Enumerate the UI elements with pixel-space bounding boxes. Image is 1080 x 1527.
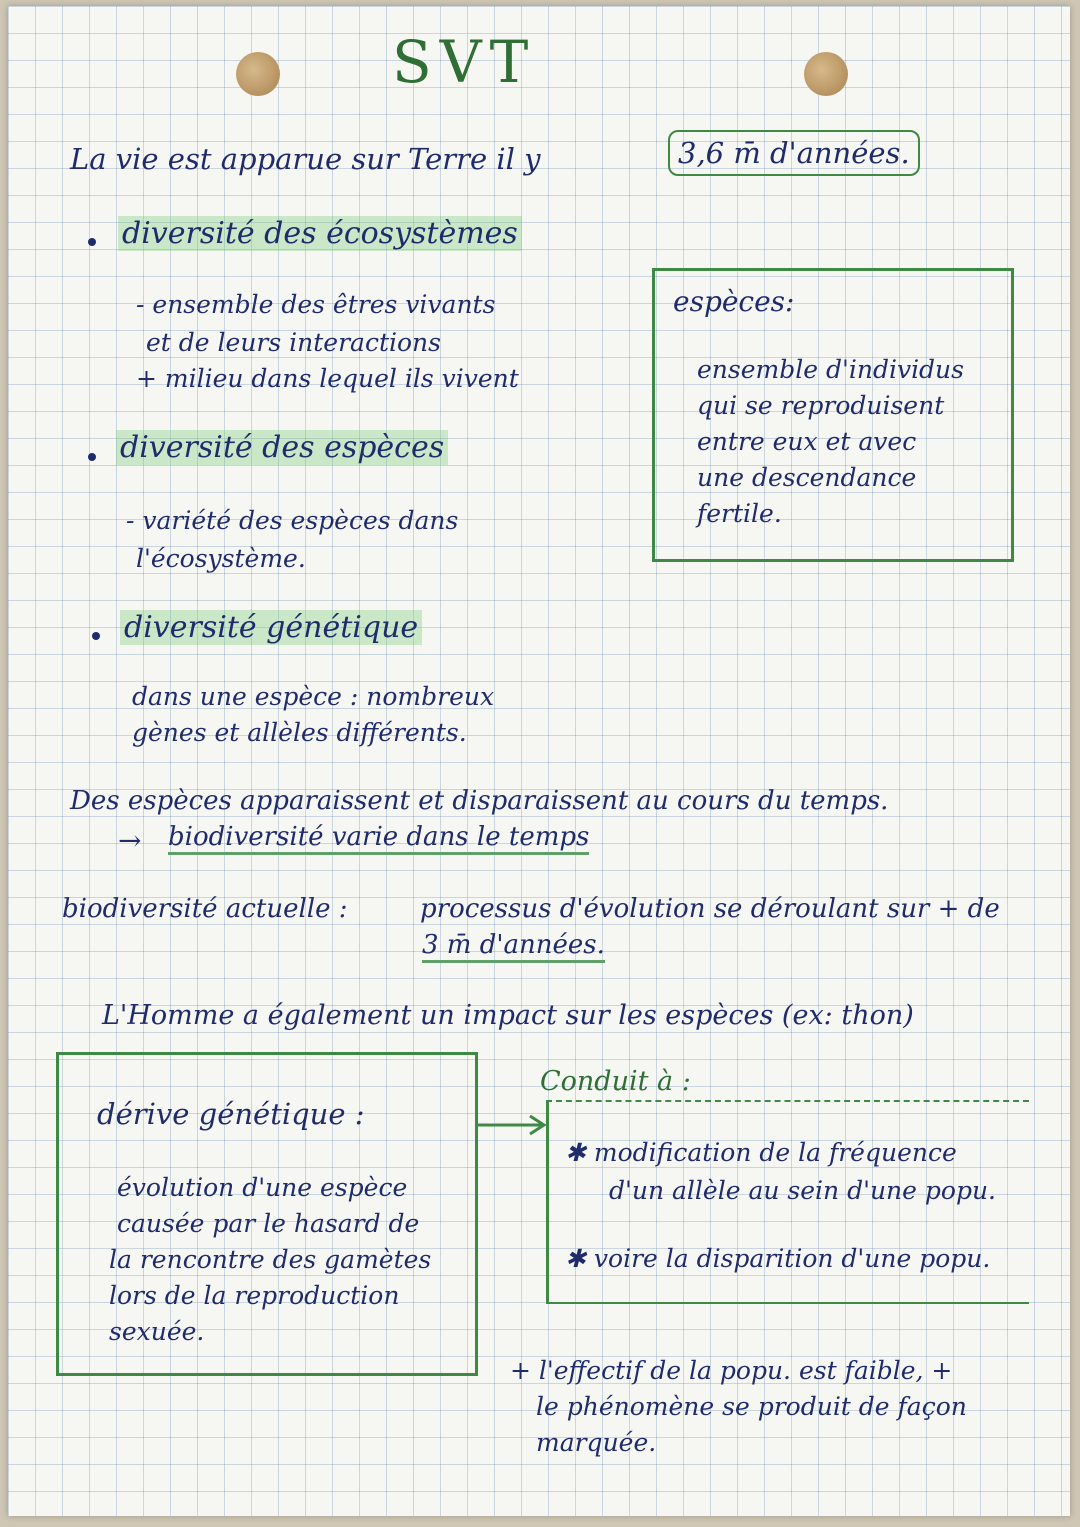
consequence-item: ✱ voire la disparition d'une popu. bbox=[565, 1244, 991, 1273]
genetic-drift-box bbox=[56, 1052, 478, 1376]
ecosystems-line: et de leurs interactions bbox=[146, 328, 441, 357]
footer-line: le phénomène se produit de façon bbox=[536, 1392, 967, 1421]
consequences-bracket bbox=[546, 1100, 1029, 1304]
ecosystems-line: - ensemble des êtres vivants bbox=[136, 290, 496, 319]
binder-hole-right bbox=[804, 52, 848, 96]
bullet bbox=[88, 238, 96, 246]
current-biodiversity-label: biodiversité actuelle : bbox=[62, 894, 348, 924]
human-impact: L'Homme a également un impact sur les espèces (ex: thon) bbox=[102, 1000, 914, 1031]
footer-line: marquée. bbox=[536, 1428, 657, 1457]
species-line: l'écosystème. bbox=[136, 544, 306, 573]
time-line: Des espèces apparaissent et disparaissent au cours du temps. bbox=[70, 786, 889, 816]
page-title: SVT bbox=[392, 28, 537, 96]
intro-text: La vie est apparue sur Terre il y bbox=[70, 142, 541, 176]
current-biodiversity-duration: 3 m̄ d'années. bbox=[422, 930, 605, 963]
current-biodiversity-text: processus d'évolution se déroulant sur + de bbox=[420, 894, 1000, 924]
drift-box-line: évolution d'une espèce bbox=[117, 1173, 408, 1202]
genetic-line: gènes et allèles différents. bbox=[132, 718, 467, 747]
intro-value: 3,6 m̄ d'années. bbox=[668, 130, 920, 176]
bullet bbox=[88, 453, 96, 461]
species-definition-box bbox=[652, 268, 1014, 562]
genetic-line: dans une espèce : nombreux bbox=[132, 682, 495, 711]
drift-box-line: lors de la reproduction bbox=[109, 1281, 400, 1310]
drift-box-title: dérive génétique : bbox=[97, 1097, 365, 1131]
drift-box-line: causée par le hasard de bbox=[117, 1209, 420, 1238]
bullet bbox=[92, 632, 100, 640]
ecosystems-line: + milieu dans lequel ils vivent bbox=[136, 364, 519, 393]
notebook-page bbox=[8, 6, 1070, 1516]
species-heading: diversité des espèces bbox=[116, 430, 448, 465]
leads-to-label: Conduit à : bbox=[540, 1066, 691, 1097]
arrow-icon: → bbox=[118, 824, 142, 857]
genetic-heading: diversité génétique bbox=[120, 610, 422, 645]
consequence-item: ✱ modification de la fréquence bbox=[565, 1138, 957, 1167]
species-box-title: espèces: bbox=[673, 285, 795, 318]
time-conclusion: biodiversité varie dans le temps bbox=[168, 822, 589, 855]
species-box-line: qui se reproduisent bbox=[697, 391, 945, 420]
drift-box-line: la rencontre des gamètes bbox=[109, 1245, 432, 1274]
consequence-item: d'un allèle au sein d'une popu. bbox=[609, 1176, 996, 1205]
species-box-line: ensemble d'individus bbox=[697, 355, 964, 384]
drift-box-line: sexuée. bbox=[109, 1317, 205, 1346]
link-arrow-icon bbox=[476, 1110, 552, 1140]
footer-line: + l'effectif de la popu. est faible, + bbox=[510, 1356, 953, 1385]
binder-hole-left bbox=[236, 52, 280, 96]
species-box-line: entre eux et avec bbox=[697, 427, 917, 456]
species-line: - variété des espèces dans bbox=[126, 506, 459, 535]
species-box-line: fertile. bbox=[697, 499, 782, 528]
species-box-line: une descendance bbox=[697, 463, 917, 492]
ecosystems-heading: diversité des écosystèmes bbox=[118, 216, 522, 251]
